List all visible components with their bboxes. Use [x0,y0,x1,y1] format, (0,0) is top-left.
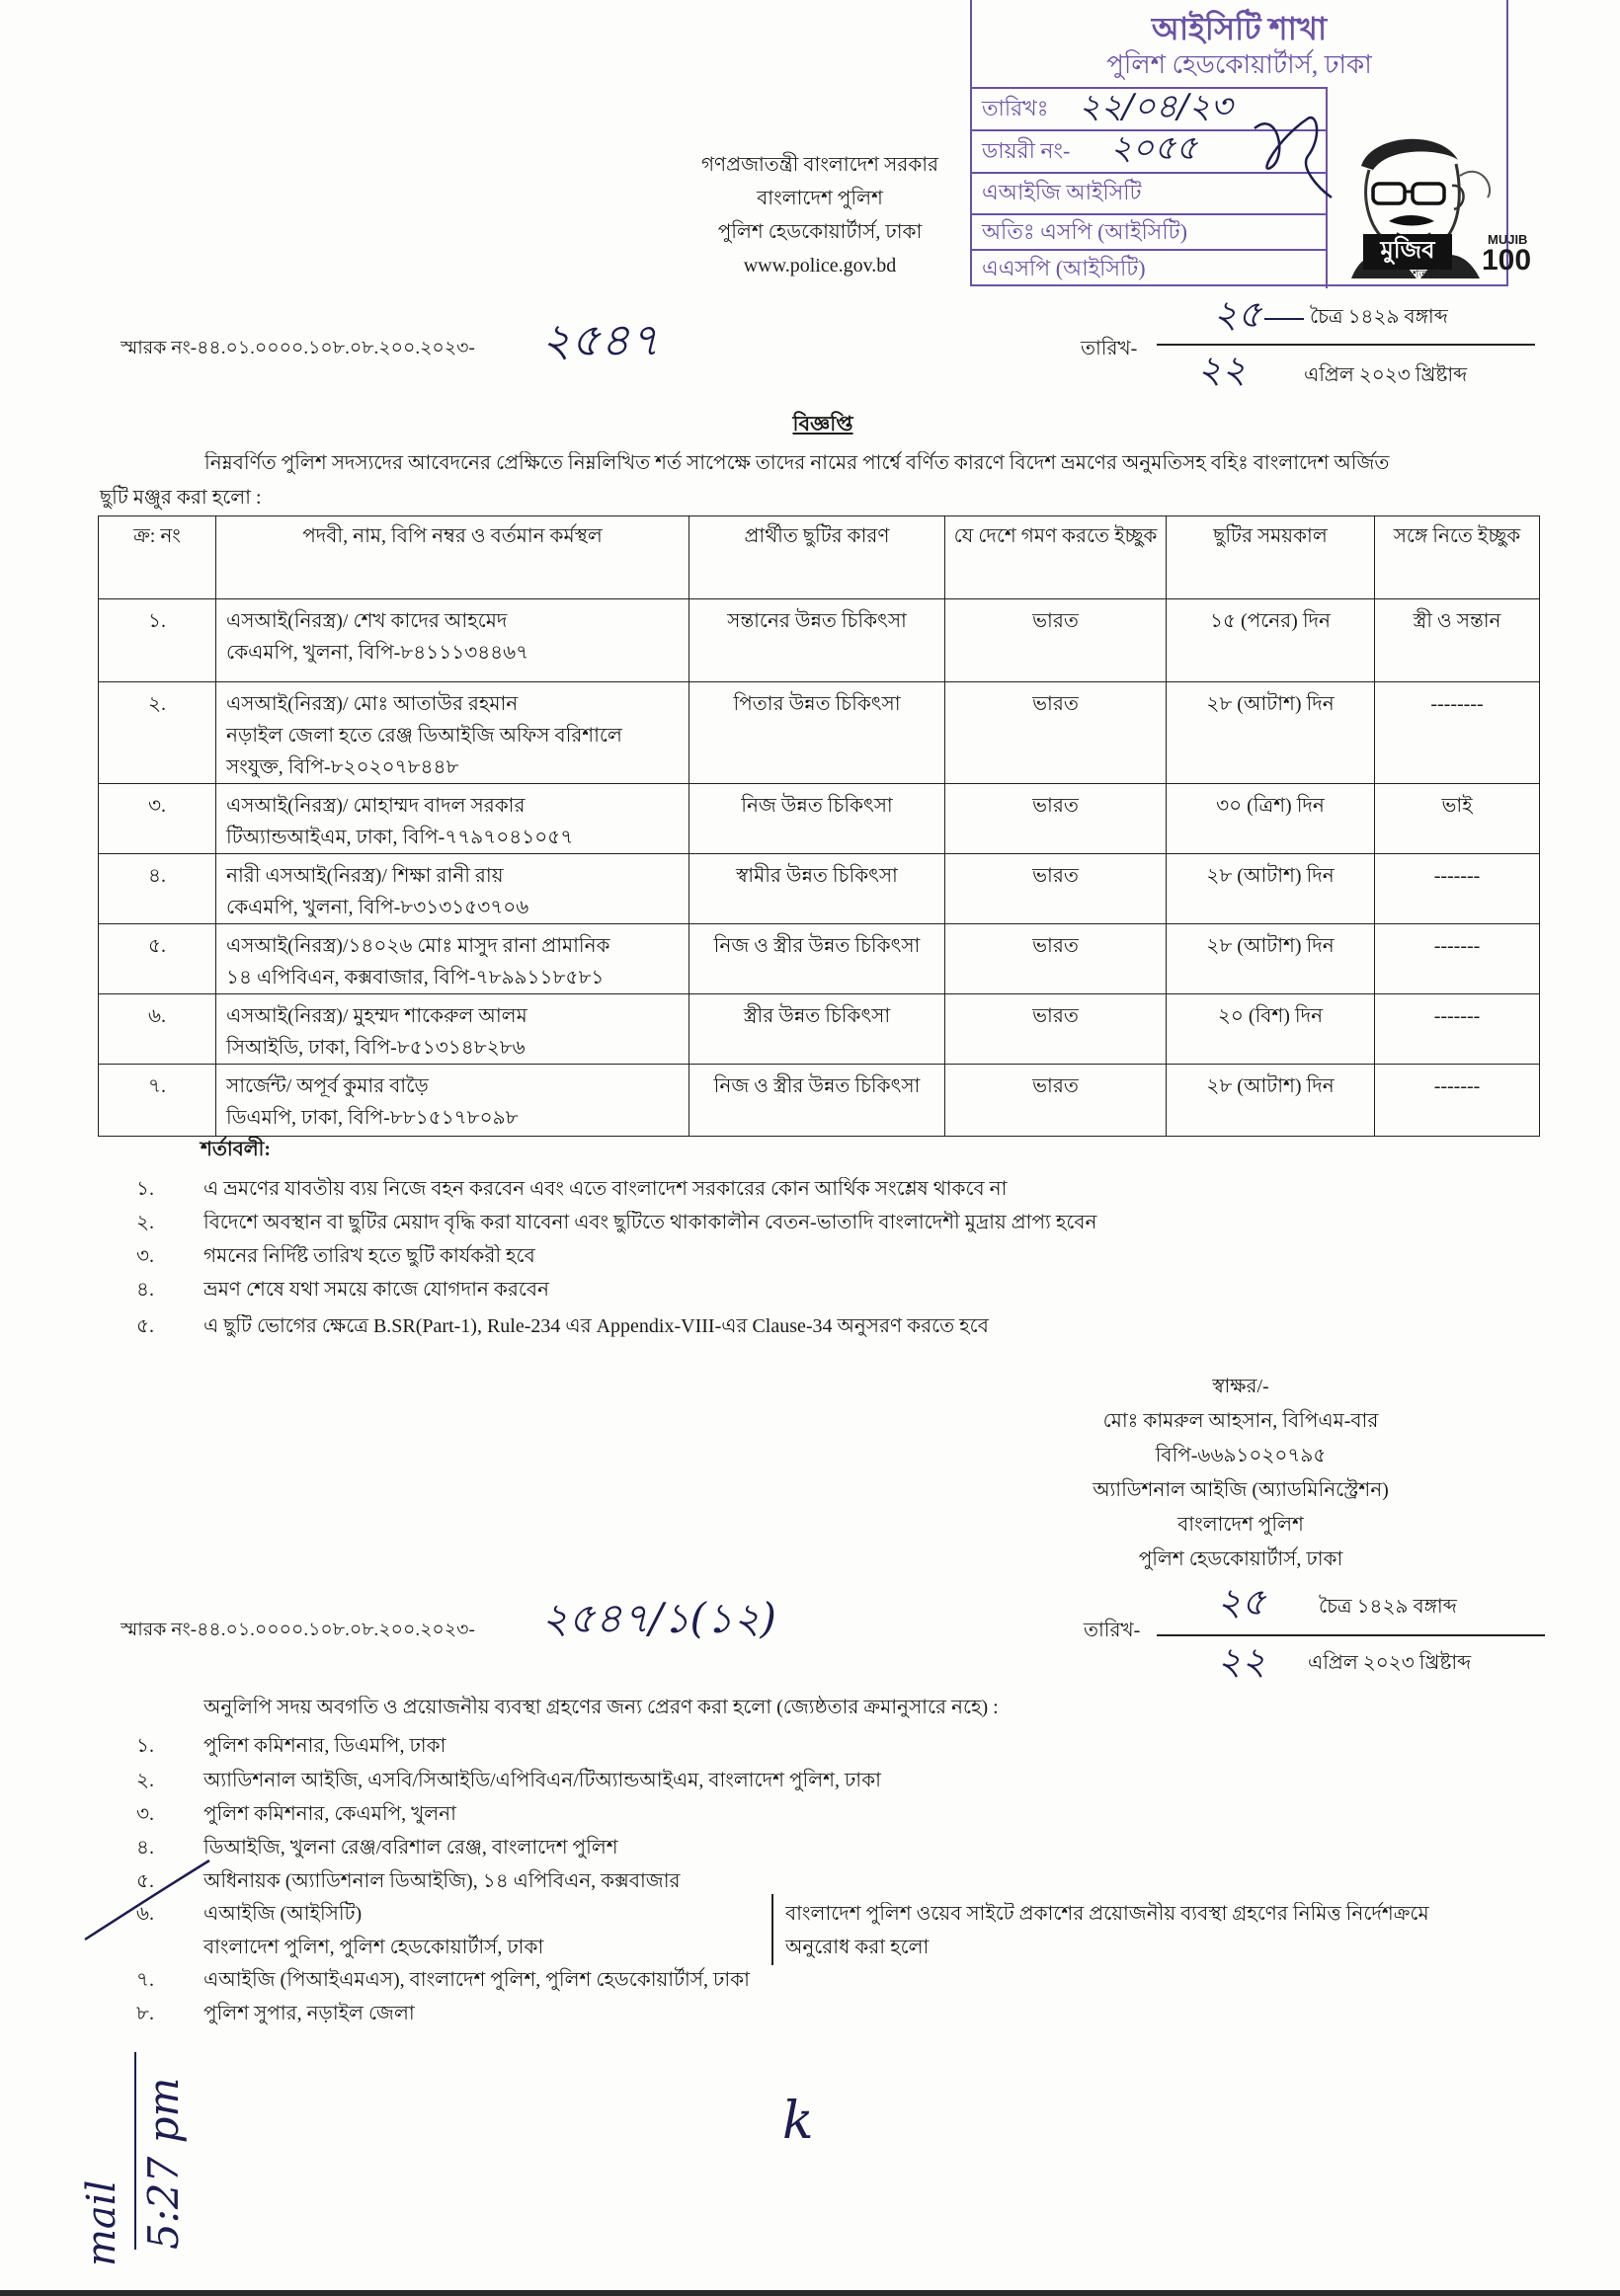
margin-note-time: 5:27 pm [134,2052,192,2250]
cell-duration: ৩০ (ত্রিশ) দিন [1167,784,1375,854]
memo2-number-prefix: স্মারক নং-৪৪.০১.০০০০.১০৮.০৮.২০০.২০২৩- [121,1620,475,1640]
col-header-reason: প্রার্থীত ছুটির কারণ [689,516,945,599]
cell-companion: ------- [1375,994,1540,1065]
cell-duration: ২৮ (আটাশ) দিন [1167,1065,1375,1137]
cell-reason: নিজ ও স্ত্রীর উন্নত চিকিৎসা [689,1065,945,1137]
cell-reason: স্ত্রীর উন্নত চিকিৎসা [689,994,945,1065]
col-header-details: পদবী, নাম, বিপি নম্বর ও বর্তমান কর্মস্থল [216,516,689,599]
cell-details [216,784,689,854]
cell-duration: ১৫ (পনের) দিন [1167,599,1375,682]
table-header-row [99,516,1540,599]
cell-country: ভারত [945,599,1167,682]
cell-serial: ১. [99,599,216,682]
cell-country: ভারত [945,854,1167,924]
cell-duration: ২৮ (আটাশ) দিন [1167,854,1375,924]
table-row [99,994,1540,1065]
condition-number: ৩. [136,1245,155,1267]
cell-reason: পিতার উন্নত চিকিৎসা [689,682,945,784]
cell-details [216,854,689,924]
copy-note-line1: বাংলাদেশ পুলিশ ওয়েব সাইটে প্রকাশের প্রয়োজনীয় ব্যবস্থা গ্রহণের নিমিত্ত নির্দেশক্রমে [785,1903,1429,1925]
letterhead-govt: গণপ্রজাতন্ত্রী বাংলাদেশ সরকার [700,154,939,176]
cell-details [216,599,689,682]
cell-details [216,682,689,784]
cell-companion: ------- [1375,854,1540,924]
details-line: এসআই(নিরস্ত্র)/১৪০২৬ মোঃ মাসুদ রানা প্রামানিক [226,935,610,957]
letterhead-hq: পুলিশ হেডকোয়ার্টার্স, ঢাকা [717,221,923,243]
details-line: এসআই(নিরস্ত্র)/ মোঃ আতাউর রহমান [226,693,519,715]
scan-bottom-edge [0,2290,1620,2296]
copy-recipient: অধিনায়ক (অ্যাডিশনাল ডিআইজি), ১৪ এপিবিএন, কক্সবাজার [203,1870,681,1892]
stamp-diary-handwritten: ২০৫৫ [1110,128,1198,168]
condition-text: গমনের নির্দিষ্ট তারিখ হতে ছুটি কার্যকরী হবে [203,1245,535,1267]
cell-companion: স্ত্রী ও সন্তান [1375,599,1540,682]
mujib-logo-sub: শতবর্ষ [1413,269,1439,280]
details-line: সিআইডি, ঢাকা, বিপি-৮৫১৩১৪৮২৮৬ [226,1037,526,1059]
condition-number: ৫. [136,1315,154,1337]
cell-companion: ------- [1375,1065,1540,1137]
cell-reason: নিজ ও স্ত্রীর উন্নত চিকিৎসা [689,924,945,994]
copy-recipient: পুলিশ সুপার, নড়াইল জেলা [203,2003,415,2024]
copy-number: ৮. [136,2003,154,2024]
copy-recipient: এআইজি (আইসিটি) [203,1903,363,1925]
memo-number-handwritten: ২৫৪৭ [541,313,660,366]
cell-reason: সন্তানের উন্নত চিকিৎসা [689,599,945,682]
col-header-companion: সঙ্গে নিতে ইচ্ছুক [1375,516,1540,599]
copy-recipient: এআইজি (পিআইএমএস), বাংলাদেশ পুলিশ, পুলিশ হেডকোয়ার্টার্স, ঢাকা [203,1969,750,1991]
signature-mark: স্বাক্ষর/- [1212,1376,1269,1397]
handwritten-dash [1264,318,1304,320]
memo-number-prefix: স্মারক নং-৪৪.০১.০০০০.১০৮.০৮.২০০.২০২৩- [121,338,475,358]
details-line: এসআই(নিরস্ত্র)/ মোহাম্মদ বাদল সরকার [226,795,526,817]
stamp-date-handwritten: ২২/০৪/২৩ [1079,87,1233,126]
cell-details [216,1065,689,1137]
condition-text: ভ্রমণ শেষে যথা সময়ে কাজে যোগদান করবেন [203,1279,549,1301]
cell-serial: ৭. [99,1065,216,1137]
signature-block [1043,1370,1438,1577]
table-row [99,599,1540,682]
signatory-designation: অ্যাডিশনাল আইজি (অ্যাডমিনিস্ট্রেশন) [1093,1479,1389,1501]
cell-companion: ভাই [1375,784,1540,854]
mujib-logo-en: MUJIB [1488,232,1528,247]
leave-approval-table [98,515,1540,1137]
copy-note-divider [771,1894,773,1965]
bangla-day2-handwritten: ২৫ [1217,1580,1266,1623]
date-rule [1157,344,1535,346]
greg-month-year: এপ্রিল ২০২৩ খ্রিষ্টাব্দ [1304,364,1468,386]
details-line: নারী এসআই(নিরস্ত্র)/ শিক্ষা রানী রায় [226,865,504,887]
col-header-serial: ক্র: নং [99,516,216,599]
copy-number: ৭. [136,1969,155,1991]
greg-day-handwritten: ২২ [1197,348,1247,391]
signatory-bp: বিপি-৬৬৯১০২০৭৯৫ [1155,1445,1327,1466]
cell-companion: ------- [1375,924,1540,994]
details-line: ডিএমপি, ঢাকা, বিপি-৮৮১৫১৭৮০৯৮ [226,1107,519,1129]
cell-duration: ২৮ (আটাশ) দিন [1167,682,1375,784]
cell-country: ভারত [945,682,1167,784]
details-line: এসআই(নিরস্ত্র)/ মুহম্মদ শাকেরুল আলম [226,1005,527,1027]
bangla-month-year2: চৈত্র ১৪২৯ বঙ্গাব্দ [1319,1596,1457,1618]
cell-country: ভারত [945,784,1167,854]
date-label: তারিখ- [1081,338,1138,359]
copy-number: ৬. [136,1903,155,1925]
table-row [99,682,1540,784]
date2-rule [1157,1634,1545,1636]
copy-number: ৩. [136,1803,155,1825]
stamp-date-label: তারিখঃ [982,96,1049,120]
details-line: সার্জেন্ট/ অপূর্ব কুমার বাড়ৈ [226,1075,429,1097]
copy-recipient: পুলিশ কমিশনার, কেএমপি, খুলনা [203,1803,456,1825]
condition-text: এ ছুটি ভোগের ক্ষেত্রে B.SR(Part-1), Rule-234 এর Appendix-VIII-এর Clause-34 অনুসরণ করতে হবে [203,1315,989,1337]
condition-number: ৪. [136,1279,154,1301]
cell-country: ভারত [945,1065,1167,1137]
margin-note-initial: k [782,2092,814,2151]
copy-note-line2: অনুরোধ করা হলো [785,1937,930,1958]
details-line: নড়াইল জেলা হতে রেঞ্জ ডিআইজি অফিস বরিশালে [226,725,622,747]
condition-text: বিদেশে অবস্থান বা ছুটির মেয়াদ বৃদ্ধি করা যাবেনা এবং ছুটিতে থাকাকালীন বেতন-ভাতাদি বাংলাদেশী মুদ্রায় প্রাপ্য হবেন [203,1212,1097,1233]
cell-companion: -------- [1375,682,1540,784]
cell-country: ভারত [945,994,1167,1065]
details-line: সংযুক্ত, বিপি-৮২০২০৭৮৪৪৮ [226,756,459,778]
stamp-divider [972,213,1328,215]
table-row [99,854,1540,924]
cell-duration: ২৮ (আটাশ) দিন [1167,924,1375,994]
cell-serial: ৩. [99,784,216,854]
col-header-country: যে দেশে গমণ করতে ইচ্ছুক [945,516,1167,599]
col-header-duration: ছুটির সময়কাল [1167,516,1375,599]
stamp-routing-addl-sp: অতিঃ এসপি (আইসিটি) [982,219,1187,244]
notice-body-line2: ছুটি মঞ্জুর করা হলো : [100,487,262,509]
bangla-day-handwritten: ২৫ [1213,292,1262,336]
cell-serial: ৪. [99,854,216,924]
cell-details [216,924,689,994]
stamp-divider [972,249,1328,251]
date2-label: তারিখ- [1084,1620,1141,1641]
details-line: টিঅ্যান্ডআইএম, ঢাকা, বিপি-৭৭৯৭০৪১০৫৭ [226,827,574,848]
table-row [99,1065,1540,1137]
signatory-name: মোঃ কামরুল আহসান, বিপিএম-বার [1102,1410,1379,1432]
cell-serial: ৬. [99,994,216,1065]
condition-number: ২. [136,1212,155,1233]
mujib-logo-100: 100 [1482,244,1532,277]
letterhead-website: www.police.gov.bd [743,255,897,277]
copy-number: ৫. [136,1870,154,1892]
letterhead-police: বাংলাদেশ পুলিশ [757,188,883,209]
stamp-title: আইসিটি শাখা [1151,11,1328,46]
greg-month-year2: এপ্রিল ২০২৩ খ্রিষ্টাব্দ [1308,1652,1472,1674]
notice-title: বিজ্ঞপ্তি [792,412,853,435]
table-row [99,784,1540,854]
details-line: ১৪ এপিবিএন, কক্সবাজার, বিপি-৭৮৯৯১১৮৫৮১ [226,967,605,989]
copy-recipient-line2: বাংলাদেশ পুলিশ, পুলিশ হেডকোয়ার্টার্স, ঢাকা [203,1937,544,1958]
copy-intro: অনুলিপি সদয় অবগতি ও প্রয়োজনীয় ব্যবস্থা গ্রহণের জন্য প্রেরণ করা হলো (জ্যেষ্ঠতার ক্রমানুসারে নহে) : [203,1697,999,1718]
details-line: কেএমপি, খুলনা, বিপি-৮৪১১১৩৪৪৬৭ [226,642,529,664]
cell-serial: ২. [99,682,216,784]
cell-reason: নিজ উন্নত চিকিৎসা [689,784,945,854]
stamp-subtitle: পুলিশ হেডকোয়ার্টার্স, ঢাকা [1106,50,1372,79]
copy-number: ৪. [136,1837,154,1859]
details-line: কেএমপি, খুলনা, বিপি-৮৩১৩১৫৩৭০৬ [226,897,529,918]
cell-country: ভারত [945,924,1167,994]
cell-duration: ২০ (বিশ) দিন [1167,994,1375,1065]
item6-pen-stroke [79,1857,217,1945]
copy-recipient: ডিআইজি, খুলনা রেঞ্জ/বরিশাল রেঞ্জ, বাংলাদেশ পুলিশ [203,1837,618,1859]
cell-reason: স্বামীর উন্নত চিকিৎসা [689,854,945,924]
stamp-routing-asp: এএসপি (আইসিটি) [982,256,1146,280]
mujib-logo-bn: মুজিব [1380,238,1435,264]
copy-recipient: পুলিশ কমিশনার, ডিএমপি, ঢাকা [203,1735,446,1757]
copy-number: ১. [136,1735,154,1757]
stamp-diary-label: ডায়রী নং- [982,138,1071,163]
conditions-title: শর্তাবলী: [201,1139,272,1160]
bangla-month-year: চৈত্র ১৪২৯ বঙ্গাব্দ [1310,306,1448,328]
notice-body-line1: নিম্নবর্ণিত পুলিশ সদস্যদের আবেদনের প্রেক্ষিতে নিম্নলিখিত শর্ত সাপেক্ষে তাদের নামের পার্শ্বে বর্ণিত কারণে বিদেশ ভ্রমণের অনুমতিসহ বহিঃ বাংলাদেশ অর্জিত [204,452,1390,474]
table-row [99,924,1540,994]
signatory-office: পুলিশ হেডকোয়ার্টার্স, ঢাকা [1138,1548,1343,1570]
condition-number: ১. [136,1178,154,1200]
greg-day2-handwritten: ২২ [1217,1639,1266,1683]
copy-number: ২. [136,1770,155,1791]
copy-recipient: অ্যাডিশনাল আইজি, এসবি/সিআইডি/এপিবিএন/টিঅ্যান্ডআইএম, বাংলাদেশ পুলিশ, ঢাকা [203,1770,881,1791]
memo2-number-handwritten: ২৫৪৭/১(১২) [541,1594,776,1642]
signatory-org: বাংলাদেশ পুলিশ [1177,1514,1304,1536]
cell-details [216,994,689,1065]
stamp-routing-aig: এআইজি আইসিটি [982,180,1142,204]
margin-note-mail: mail [79,2179,124,2266]
cell-serial: ৫. [99,924,216,994]
condition-text: এ ভ্রমণের যাবতীয় ব্যয় নিজে বহন করবেন এবং এতে বাংলাদেশ সরকারের কোন আর্থিক সংশ্লেষ থাকবে না [203,1178,1008,1200]
details-line: এসআই(নিরস্ত্র)/ শেখ কাদের আহমেদ [226,610,508,632]
letterhead [672,148,968,282]
